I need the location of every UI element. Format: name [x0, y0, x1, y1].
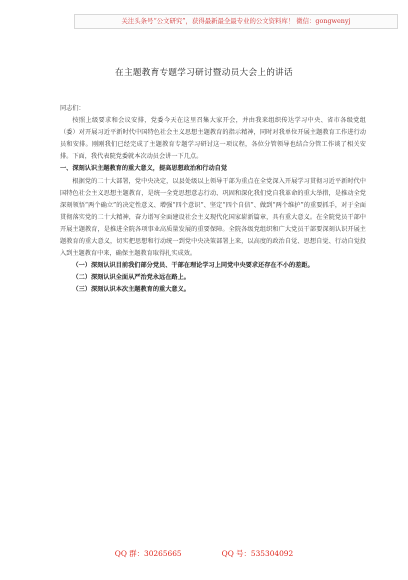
footer-contact	[0, 548, 408, 559]
document-body	[60, 103, 366, 297]
paragraph-intro: 按照上级要求和会议安排，党委今天在这里召集大家开会，并由我来组织传达学习中央、省市各级党组（委）对开展习近平新时代中国特色社会主义思想主题教育的指示精神，同时对我单位开展主题教育工作进行动员和安排。刚刚我们已经完成了主题教育专题学习研讨这一项议程，各位分管领导也结合分管工作谈了相关安排。下面，我代表院党委就本次动员会讲一下几点。	[60, 117, 366, 161]
footer-qq-group: QQ 群：30265665	[114, 549, 182, 558]
subheading-1: （一）深刻认识目前我们部分党员、干部在理论学习上同党中央要求还存在不小的差距。	[72, 262, 314, 270]
subheading-2: （二）深刻认识全面从严治党永远在路上。	[72, 274, 190, 282]
promo-banner: 关注头条号“公文研究”，获得最新最全最专业的公文资料库！ 微信：gongwenyj	[74, 14, 398, 29]
section-heading-1: 一、深刻认识主题教育的重大意义，提高思想政治和行动自觉	[60, 165, 228, 173]
document-title: 在主题教育专题学习研讨暨动员大会上的讲话	[115, 68, 293, 78]
greeting: 同志们：	[60, 105, 85, 112]
subheading-3: （三）深刻认识本次主题教育的重大意义。	[72, 286, 190, 294]
footer-qq-number: QQ 号：535304092	[221, 549, 294, 558]
paragraph-significance: 根据党的二十大部署，党中央决定，以县处级以上领导干部为重点在全党深入开展学习贯彻习近平新时代中国特色社会主义思想主题教育，是统一全党思想意志行动、巩固和深化我们党自我革命的重大举措，是推动全党深刻领悟“两个确立”的决定性意义、增强“四个意识”、坚定“四个自信”、做到“两个维护”的重要抓手，对于全面贯彻落实党的二十大精神，奋力谱写全面建设社会主义现代化国家崭新篇章，具有重大意义。在全院党员干部中开展主题教育，是推进全院各项事业高质量发展的重要保障。全院各级党组织和广大党员干部要深刻认识开展主题教育的重大意义，切实把思想和行动统一到党中央决策部署上来，以高度的政治自觉、思想自觉、行动自觉投入到主题教育中来，确保主题教育取得扎实成效。	[60, 177, 366, 258]
